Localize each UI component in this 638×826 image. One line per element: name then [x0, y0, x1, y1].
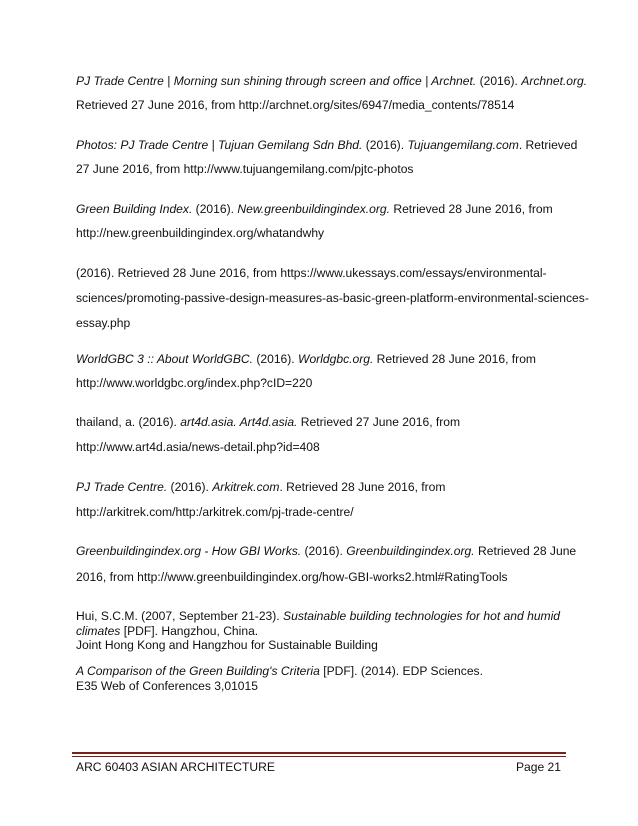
footer-course-title: ARC 60403 ASIAN ARCHITECTURE: [76, 760, 275, 774]
reference-line: [76, 480, 446, 495]
reference-text: thailand, a. (2016).: [76, 415, 181, 429]
reference-line: [76, 376, 312, 391]
reference-title-italic: Green Building Index.: [76, 202, 193, 216]
reference-text: (2016).: [362, 138, 408, 152]
reference-text: 27 June 2016, from http://www.tujuangemilang.com/pjtc-photos: [76, 162, 414, 176]
reference-text: http://new.greenbuildingindex.org/whatandwhy: [76, 226, 325, 240]
reference-text: Retrieved 28 June: [474, 544, 577, 558]
reference-text: http://www.worldgbc.org/index.php?cID=220: [76, 376, 313, 390]
reference-title-italic: A Comparison of the Green Building's Criteria: [76, 664, 320, 678]
reference-line: [76, 226, 324, 241]
reference-text: (2016).: [476, 74, 522, 88]
reference-title-italic: Photos: PJ Trade Centre | Tujuan Gemilang Sdn Bhd.: [76, 138, 363, 152]
reference-line: [76, 505, 354, 520]
reference-line: [76, 544, 576, 559]
reference-line: [76, 679, 258, 694]
reference-line: [76, 624, 258, 639]
reference-text: http://arkitrek.com/http:/arkitrek.com/pj-trade-centre/: [76, 505, 354, 519]
reference-line: [76, 664, 483, 679]
reference-title-italic: Worldgbc.org.: [298, 352, 374, 366]
reference-text: [PDF]. (2014). EDP Sciences.: [319, 664, 483, 678]
reference-text: E35 Web of Conferences 3,01015: [76, 679, 258, 693]
reference-title-italic: Greenbuildingindex.org.: [346, 544, 475, 558]
reference-text: (2016).: [167, 480, 213, 494]
reference-title-italic: PJ Trade Centre | Morning sun shining through screen and office | Archnet.: [76, 74, 477, 88]
reference-line: [76, 316, 130, 331]
reference-line: [76, 570, 508, 585]
reference-title-italic: Archnet.org.: [521, 74, 588, 88]
reference-text: Retrieved 27 June 2016, from http://archnet.org/sites/6947/media_contents/78514: [76, 98, 515, 112]
reference-line: [76, 291, 589, 306]
footer-divider-thin: [72, 756, 566, 757]
reference-text: essay.php: [76, 316, 131, 330]
reference-line: [76, 266, 547, 281]
reference-text: . Retrieved 28 June 2016, from: [279, 480, 446, 494]
reference-title-italic: PJ Trade Centre.: [76, 480, 168, 494]
reference-text: 2016, from http://www.greenbuildingindex.org/how-GBI-works2.html#RatingTools: [76, 570, 508, 584]
reference-title-italic: New.greenbuildingindex.org.: [237, 202, 390, 216]
reference-text: (2016).: [301, 544, 347, 558]
reference-line: [76, 638, 378, 653]
reference-line: [76, 162, 413, 177]
reference-title-italic: Greenbuildingindex.org - How GBI Works.: [76, 544, 302, 558]
reference-line: [76, 138, 577, 153]
reference-title-italic: climates: [76, 624, 121, 638]
reference-line: [76, 440, 320, 455]
footer-page-number: Page 21: [515, 760, 561, 774]
reference-text: (2016).: [252, 352, 299, 366]
footer-divider-thick: [72, 752, 566, 754]
reference-text: Retrieved 28 June 2016, from: [389, 202, 553, 216]
reference-line: [76, 352, 536, 367]
reference-title-italic: WorldGBC 3 :: About WorldGBC.: [76, 352, 253, 366]
reference-title-italic: Arkitrek.com: [212, 480, 280, 494]
reference-text: . Retrieved: [518, 138, 578, 152]
reference-text: Retrieved 27 June 2016, from: [297, 415, 461, 429]
reference-text: http://www.art4d.asia/news-detail.php?id=408: [76, 440, 320, 454]
reference-text: Joint Hong Kong and Hangzhou for Sustainable Building: [76, 638, 378, 652]
reference-text: (2016).: [192, 202, 238, 216]
reference-line: [76, 74, 587, 89]
reference-title-italic: art4d.asia. Art4d.asia.: [180, 415, 298, 429]
reference-line: [76, 415, 460, 430]
reference-line: [76, 609, 560, 624]
reference-text: Hui, S.C.M. (2007, September 21-23).: [76, 609, 284, 623]
reference-text: sciences/promoting-passive-design-measures-as-basic-green-platform-environmental-sciences-: [76, 291, 589, 305]
reference-title-italic: Tujuangemilang.com: [407, 138, 519, 152]
reference-text: [PDF]. Hangzhou, China.: [120, 624, 259, 638]
reference-line: [76, 98, 514, 113]
reference-title-italic: Sustainable building technologies for hot and humid: [283, 609, 561, 623]
reference-text: (2016). Retrieved 28 June 2016, from https://www.ukessays.com/essays/environmental-: [76, 266, 547, 280]
reference-line: [76, 202, 553, 217]
reference-text: Retrieved 28 June 2016, from: [373, 352, 536, 366]
